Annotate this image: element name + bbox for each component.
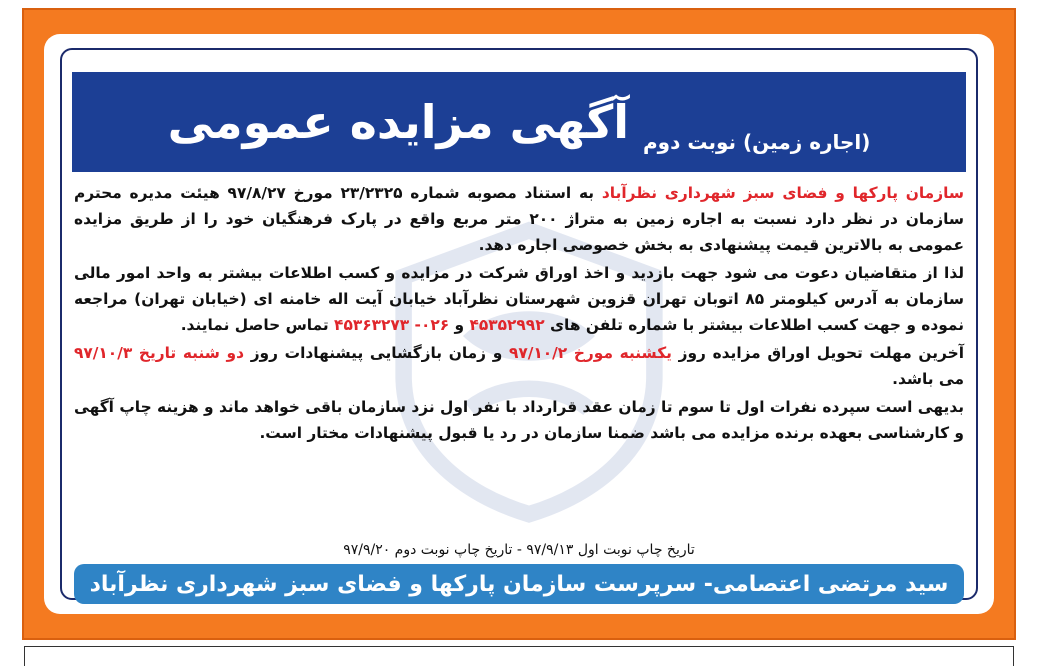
notice-body (74, 180, 964, 448)
paragraph-invitation-end: تماس حاصل نمایند. (180, 316, 335, 334)
title-banner (72, 72, 966, 172)
paragraph-intro (74, 180, 964, 258)
phone-joiner: و (449, 316, 470, 334)
deadline-text-2: و زمان بازگشایی پیشنهادات روز (244, 344, 509, 362)
deadline-text-3: می باشد. (892, 370, 964, 388)
next-notice-edge (24, 646, 1014, 666)
print-dates: تاریخ چاپ نوبت اول ۹۷/۹/۱۳ - تاریخ چاپ نوبت دوم ۹۷/۹/۲۰ (343, 542, 695, 558)
paragraph-intro-text: به استناد مصوبه شماره ۲۳/۲۳۲۵ مورخ ۹۷/۸/۲۷ هیئت مدیره محترم سازمان در نظر دارد نسبت به اجاره زمین به متراژ ۲۰۰ متر مربع واقع در پارک فرهنگیان خود را از طریق مزایده عمومی به بالاترین قیمت پیشنهادی به بخش خصوصی اجاره دهد. (74, 184, 965, 254)
deadline-text-1: آخرین مهلت تحویل اوراق مزایده روز (671, 344, 964, 362)
organization-name: سازمان پارکها و فضای سبز شهرداری نظرآباد (601, 184, 964, 202)
deadline-date: یکشنبه مورخ ۹۷/۱۰/۲ (508, 344, 672, 362)
signature-banner (74, 564, 964, 604)
notice-subtitle: (اجاره زمین) نوبت دوم (643, 130, 871, 154)
paragraph-terms: بدیهی است سپرده نفرات اول تا سوم تا زمان عقد قرارداد با نفر اول نزد سازمان باقی خواهد ماند و هزینه چاپ آگهی و کارشناسی بعهده برنده مزایده می باشد ضمنا سازمان در رد یا قبول پیشنهادات مختار است. (74, 398, 964, 442)
paragraph-invitation (74, 260, 964, 338)
paragraph-invitation-text: لذا از متقاضیان دعوت می شود جهت بازدید و اخذ اوراق شرکت در مزایده و کسب اطلاعات بیشتر به واحد امور مالی سازمان به آدرس کیلومتر ۸۵ اتوبان تهران قزوین شهرستان نظرآباد خیابان آیت اله خامنه ای (خیابان تهران) مراجعه نموده و جهت کسب اطلاعات بیشتر با شماره تلفن های (74, 264, 964, 334)
phone-number-2: ۰۲۶- ۴۵۳۶۳۲۷۳ (334, 316, 450, 334)
orange-frame (22, 8, 1016, 640)
opening-date: دو شنبه تاریخ ۹۷/۱۰/۳ (74, 344, 245, 362)
signature-text: سید مرتضی اعتصامی- سرپرست سازمان پارکها و فضای سبز شهرداری نظرآباد (89, 571, 949, 597)
notice-panel (44, 34, 994, 614)
notice-title: آگهی مزایده عمومی (167, 95, 630, 149)
phone-number-1: ۴۵۳۵۲۹۹۲ (469, 316, 545, 334)
paragraph-deadline (74, 340, 964, 392)
